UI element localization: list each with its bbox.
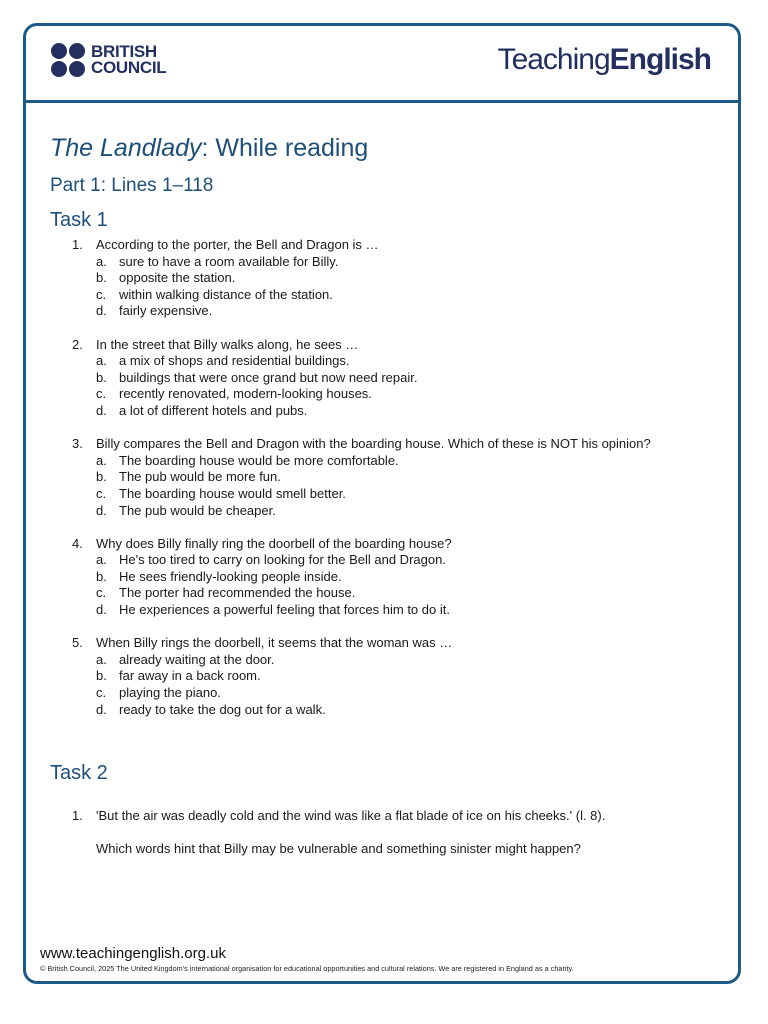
te-logo-part2: English (609, 43, 711, 76)
question-item (72, 337, 712, 420)
option-letter: b. (96, 270, 107, 286)
option-text: The pub would be more fun. (119, 469, 281, 485)
option-letter: b. (96, 568, 107, 584)
option-item (96, 486, 712, 503)
option-letter: a. (96, 253, 107, 269)
option-letter: c. (96, 286, 107, 302)
option-letter: a. (96, 651, 107, 667)
header-divider (23, 100, 741, 103)
teaching-english-logo (498, 43, 711, 77)
option-letter: c. (96, 485, 107, 501)
option-text: He's too tired to carry on looking for the Bell and Dragon. (119, 552, 446, 568)
option-letter: b. (96, 469, 107, 485)
option-text: buildings that were once grand but now need repair. (119, 369, 418, 385)
te-logo-part1: Teaching (497, 43, 610, 76)
question-number: 2. (72, 336, 83, 352)
option-letter: c. (96, 386, 107, 402)
option-text: already waiting at the door. (119, 651, 275, 667)
question-text: In the street that Billy walks along, he sees … (96, 336, 359, 352)
option-letter: d. (96, 303, 107, 319)
task2-heading: Task 2 (50, 762, 108, 784)
option-item (96, 702, 712, 719)
option-text: ready to take the dog out for a walk. (119, 701, 326, 717)
question-item (72, 635, 712, 718)
question-number: 5. (72, 635, 83, 651)
option-text: He sees friendly-looking people inside. (119, 568, 342, 584)
option-item (96, 303, 712, 320)
page-title (50, 134, 368, 163)
option-letter: b. (96, 369, 107, 385)
option-item (96, 386, 712, 403)
option-letter: d. (96, 602, 107, 618)
footer-url-link[interactable]: www.teachingenglish.org.uk (40, 945, 226, 962)
task2-quote: 'But the air was deadly cold and the wind was like a flat blade of ice on his cheeks.' (l. 8). (96, 808, 606, 823)
option-item (96, 403, 712, 420)
option-item (96, 353, 712, 370)
option-item (96, 287, 712, 304)
option-text: sure to have a room available for Billy. (119, 253, 339, 269)
question-item (72, 536, 712, 619)
option-item (96, 254, 712, 271)
title-italic: The Landlady (50, 134, 202, 162)
bc-logo-line1: BRITISH (91, 42, 157, 61)
option-text: a lot of different hotels and pubs. (119, 402, 308, 418)
option-item (96, 270, 712, 287)
option-item (96, 503, 712, 520)
option-text: fairly expensive. (119, 303, 213, 319)
question-item (72, 808, 712, 858)
part-heading: Part 1: Lines 1–118 (50, 175, 214, 196)
option-letter: d. (96, 402, 107, 418)
option-text: within walking distance of the station. (119, 286, 333, 302)
question-text: Billy compares the Bell and Dragon with the boarding house. Which of these is NOT his opinion? (96, 436, 651, 452)
option-text: The boarding house would be more comfortable. (119, 452, 399, 468)
question-number: 1. (72, 808, 83, 823)
option-item (96, 685, 712, 702)
task2-question-text: Which words hint that Billy may be vulnerable and something sinister might happen? (96, 841, 581, 857)
option-item (96, 469, 712, 486)
option-item (96, 602, 712, 619)
task2-question (72, 808, 712, 858)
option-letter: a. (96, 552, 107, 568)
option-item (96, 552, 712, 569)
question-text: Why does Billy finally ring the doorbell of the boarding house? (96, 535, 452, 551)
option-text: far away in a back room. (119, 668, 261, 684)
option-letter: d. (96, 701, 107, 717)
option-text: playing the piano. (119, 685, 221, 701)
option-letter: c. (96, 685, 107, 701)
question-text: According to the porter, the Bell and Dragon is … (96, 237, 379, 252)
option-letter: a. (96, 353, 107, 369)
option-text: a mix of shops and residential buildings. (119, 353, 350, 369)
question-number: 3. (72, 436, 83, 452)
option-item (96, 668, 712, 685)
option-text: The boarding house would smell better. (119, 485, 346, 501)
british-council-dots-icon (51, 43, 85, 77)
option-text: recently renovated, modern-looking houses. (119, 386, 372, 402)
bc-logo-line2: COUNCIL (91, 58, 167, 77)
question-text: When Billy rings the doorbell, it seems that the woman was … (96, 635, 453, 651)
british-council-logo (51, 43, 166, 77)
option-item (96, 453, 712, 470)
option-item (96, 585, 712, 602)
option-letter: a. (96, 452, 107, 468)
question-number: 1. (72, 237, 83, 252)
option-letter: b. (96, 668, 107, 684)
option-text: The pub would be cheaper. (119, 502, 276, 518)
option-text: opposite the station. (119, 270, 236, 286)
question-item (72, 237, 712, 320)
option-text: The porter had recommended the house. (119, 585, 356, 601)
question-number: 4. (72, 535, 83, 551)
option-item (96, 370, 712, 387)
option-letter: d. (96, 502, 107, 518)
question-item (72, 436, 712, 519)
footer-copyright: © British Council, 2025 The United Kingdom's international organisation for educational opportunities and cultural relations. We are registered in England as a charity. (40, 964, 574, 973)
task1-question-list (72, 237, 712, 718)
title-rest: : While reading (201, 134, 369, 162)
option-text: He experiences a powerful feeling that forces him to do it. (119, 602, 450, 618)
task1-heading: Task 1 (50, 209, 108, 231)
option-item (96, 652, 712, 669)
option-item (96, 569, 712, 586)
option-letter: c. (96, 585, 107, 601)
